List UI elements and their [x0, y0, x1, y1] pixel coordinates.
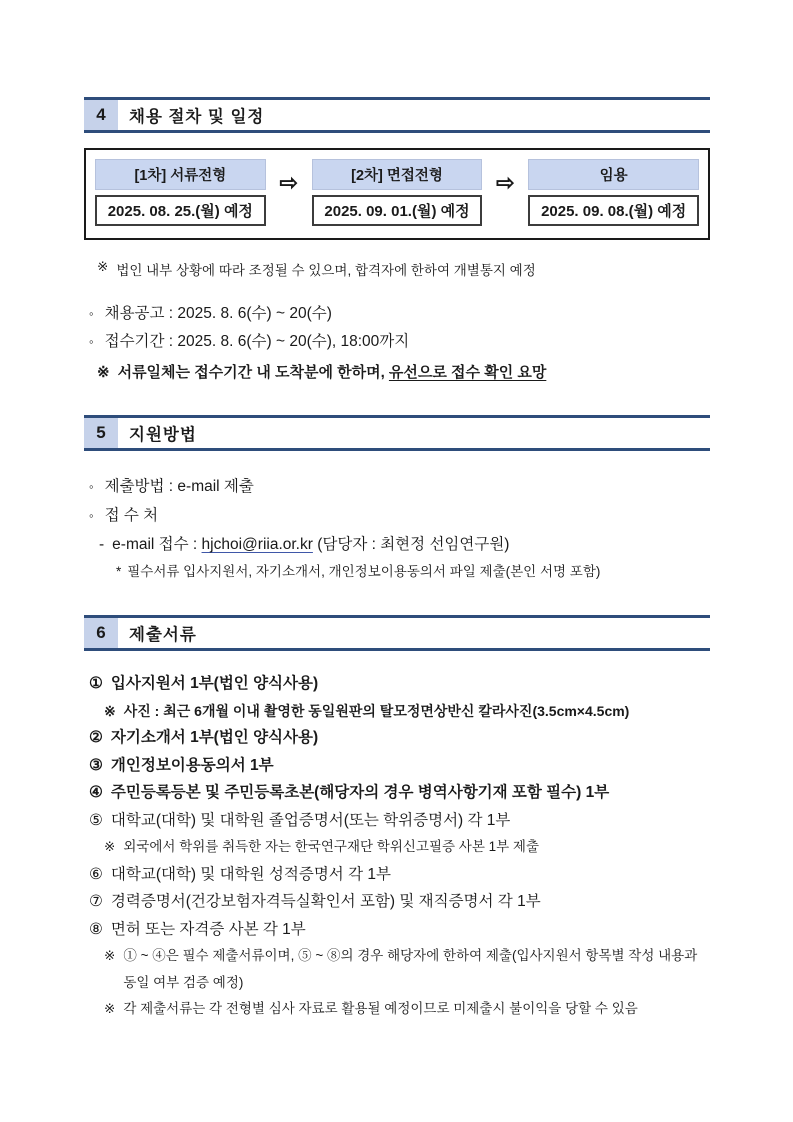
schedule-flow-diagram	[84, 148, 710, 240]
list-item	[89, 888, 710, 916]
asterisk-mark: *	[116, 564, 122, 579]
section4-note-text: 법인 내부 상황에 따라 조정될 수 있으며, 합격자에 한하여 개별통지 예정	[116, 263, 536, 278]
section4-title: 채용 절차 및 일정	[129, 108, 265, 126]
section5-title: 지원방법	[129, 426, 197, 444]
reception-desk-text: 접 수 처	[104, 507, 159, 524]
circled-number-icon: ⑦	[89, 893, 103, 910]
circled-number-icon: ②	[89, 729, 103, 746]
item-text: 대학교(대학) 및 대학원 성적증명서 각 1부	[110, 865, 391, 883]
section4-number: 4	[84, 100, 118, 130]
list-item-note	[89, 996, 710, 1023]
item-text: 주민등록등본 및 주민등록초본(해당자의 경우 병역사항기재 포함 필수) 1부	[110, 784, 610, 801]
bullet-icon: ◦	[89, 306, 94, 321]
item-text: 각 제출서류는 각 전형별 심사 자료로 활용될 예정이므로 미제출시 불이익을 당할 수 있음	[123, 1001, 638, 1016]
circled-number-icon: ①	[89, 675, 103, 692]
announcement-period-line	[89, 300, 710, 328]
arrow-right-icon: ⇨	[496, 170, 515, 195]
list-item	[89, 724, 710, 752]
list-item-note	[89, 943, 710, 996]
bullet-icon: ◦	[89, 508, 94, 523]
reference-mark: ※	[104, 702, 116, 719]
section6-header	[84, 615, 710, 651]
list-item	[89, 779, 710, 807]
reception-period-text: 접수기간 : 2025. 8. 6(수) ~ 20(수), 18:00까지	[104, 333, 410, 350]
section4-header	[84, 97, 710, 133]
item-text: 외국에서 학위를 취득한 자는 한국연구재단 학위신고필증 사본 1부 제출	[123, 839, 540, 854]
bullet-icon: ◦	[89, 334, 94, 349]
email-prefix: e-mail 접수 :	[112, 536, 202, 553]
section6-title: 제출서류	[129, 626, 197, 644]
email-suffix: (담당자 : 최현정 선임연구원)	[312, 536, 510, 553]
announcement-period-text: 채용공고 : 2025. 8. 6(수) ~ 20(수)	[104, 305, 332, 322]
circled-number-icon: ⑤	[89, 811, 103, 829]
item-text: 대학교(대학) 및 대학원 졸업증명서(또는 학위증명서) 각 1부	[110, 811, 511, 829]
flow-step-2-date: 2025. 09. 01.(월) 예정	[312, 195, 483, 226]
required-files-text: 필수서류 입사지원서, 자기소개서, 개인정보이용동의서 파일 제출(본인 서명 포함)	[127, 564, 601, 579]
item-text: 입사지원서 1부(법인 양식사용)	[110, 675, 319, 692]
flow-step-3	[528, 159, 699, 226]
section5-number: 5	[84, 418, 118, 448]
item-text: 개인정보이용동의서 1부	[110, 756, 274, 774]
dash-mark: -	[99, 536, 105, 553]
flow-step-3-label: 임용	[528, 159, 699, 190]
item-text: ① ~ ④은 필수 제출서류이며, ⑤ ~ ⑧의 경우 해당자에 한하여 제출(입사지원서 항목별 작성 내용과 동일 여부 검증 예정)	[123, 948, 698, 990]
flow-step-3-date: 2025. 09. 08.(월) 예정	[528, 195, 699, 226]
flow-step-1	[95, 159, 266, 226]
reception-desk-line	[89, 501, 710, 530]
email-link[interactable]: hjchoi@riia.or.kr	[201, 536, 313, 553]
section4-note	[84, 259, 710, 279]
emphasis-prefix: 서류일체는 접수기간 내 도착분에 한하며,	[117, 364, 389, 381]
required-files-note	[89, 559, 710, 585]
list-item	[89, 916, 710, 944]
email-reception-text	[112, 530, 509, 559]
flow-step-1-date: 2025. 08. 25.(월) 예정	[95, 195, 266, 226]
section4-emphasis-text	[118, 362, 547, 384]
flow-step-1-label: [1차] 서류전형	[95, 159, 266, 190]
section6-items	[84, 670, 710, 1023]
item-text: 면허 또는 자격증 사본 각 1부	[110, 920, 306, 938]
flow-step-2-label: [2차] 면접전형	[312, 159, 483, 190]
list-item	[89, 807, 710, 835]
reference-mark: ※	[104, 948, 116, 963]
submission-method-line	[89, 472, 710, 501]
email-reception-line	[89, 530, 710, 559]
circled-number-icon: ⑧	[89, 920, 103, 938]
flow-step-2	[312, 159, 483, 226]
reference-mark: ※	[97, 364, 110, 381]
list-item-note	[89, 834, 710, 861]
arrow-right-icon: ⇨	[279, 170, 298, 195]
section6-number: 6	[84, 618, 118, 648]
section5-body	[84, 472, 710, 585]
section4-bullets	[84, 300, 710, 356]
list-item	[89, 670, 710, 698]
item-text: 사진 : 최근 6개월 이내 촬영한 동일원판의 탈모정면상반신 칼라사진(3.5cm×4.5cm)	[123, 702, 630, 719]
list-item-note	[89, 698, 710, 725]
section4-emphasis-note	[84, 362, 710, 384]
reference-mark: ※	[104, 839, 116, 854]
circled-number-icon: ③	[89, 756, 103, 774]
submission-method-text: 제출방법 : e-mail 제출	[104, 478, 254, 495]
item-text: 경력증명서(건강보험자격득실확인서 포함) 및 재직증명서 각 1부	[110, 893, 541, 910]
bullet-icon: ◦	[89, 479, 94, 494]
list-item	[89, 861, 710, 889]
reception-period-line	[89, 328, 710, 356]
item-text: 자기소개서 1부(법인 양식사용)	[110, 729, 319, 746]
section5-header	[84, 415, 710, 451]
reference-mark: ※	[97, 259, 109, 274]
reference-mark: ※	[104, 1001, 116, 1016]
circled-number-icon: ⑥	[89, 865, 103, 883]
emphasis-underlined: 유선으로 접수 확인 요망	[388, 364, 547, 381]
list-item	[89, 752, 710, 780]
circled-number-icon: ④	[89, 784, 103, 801]
